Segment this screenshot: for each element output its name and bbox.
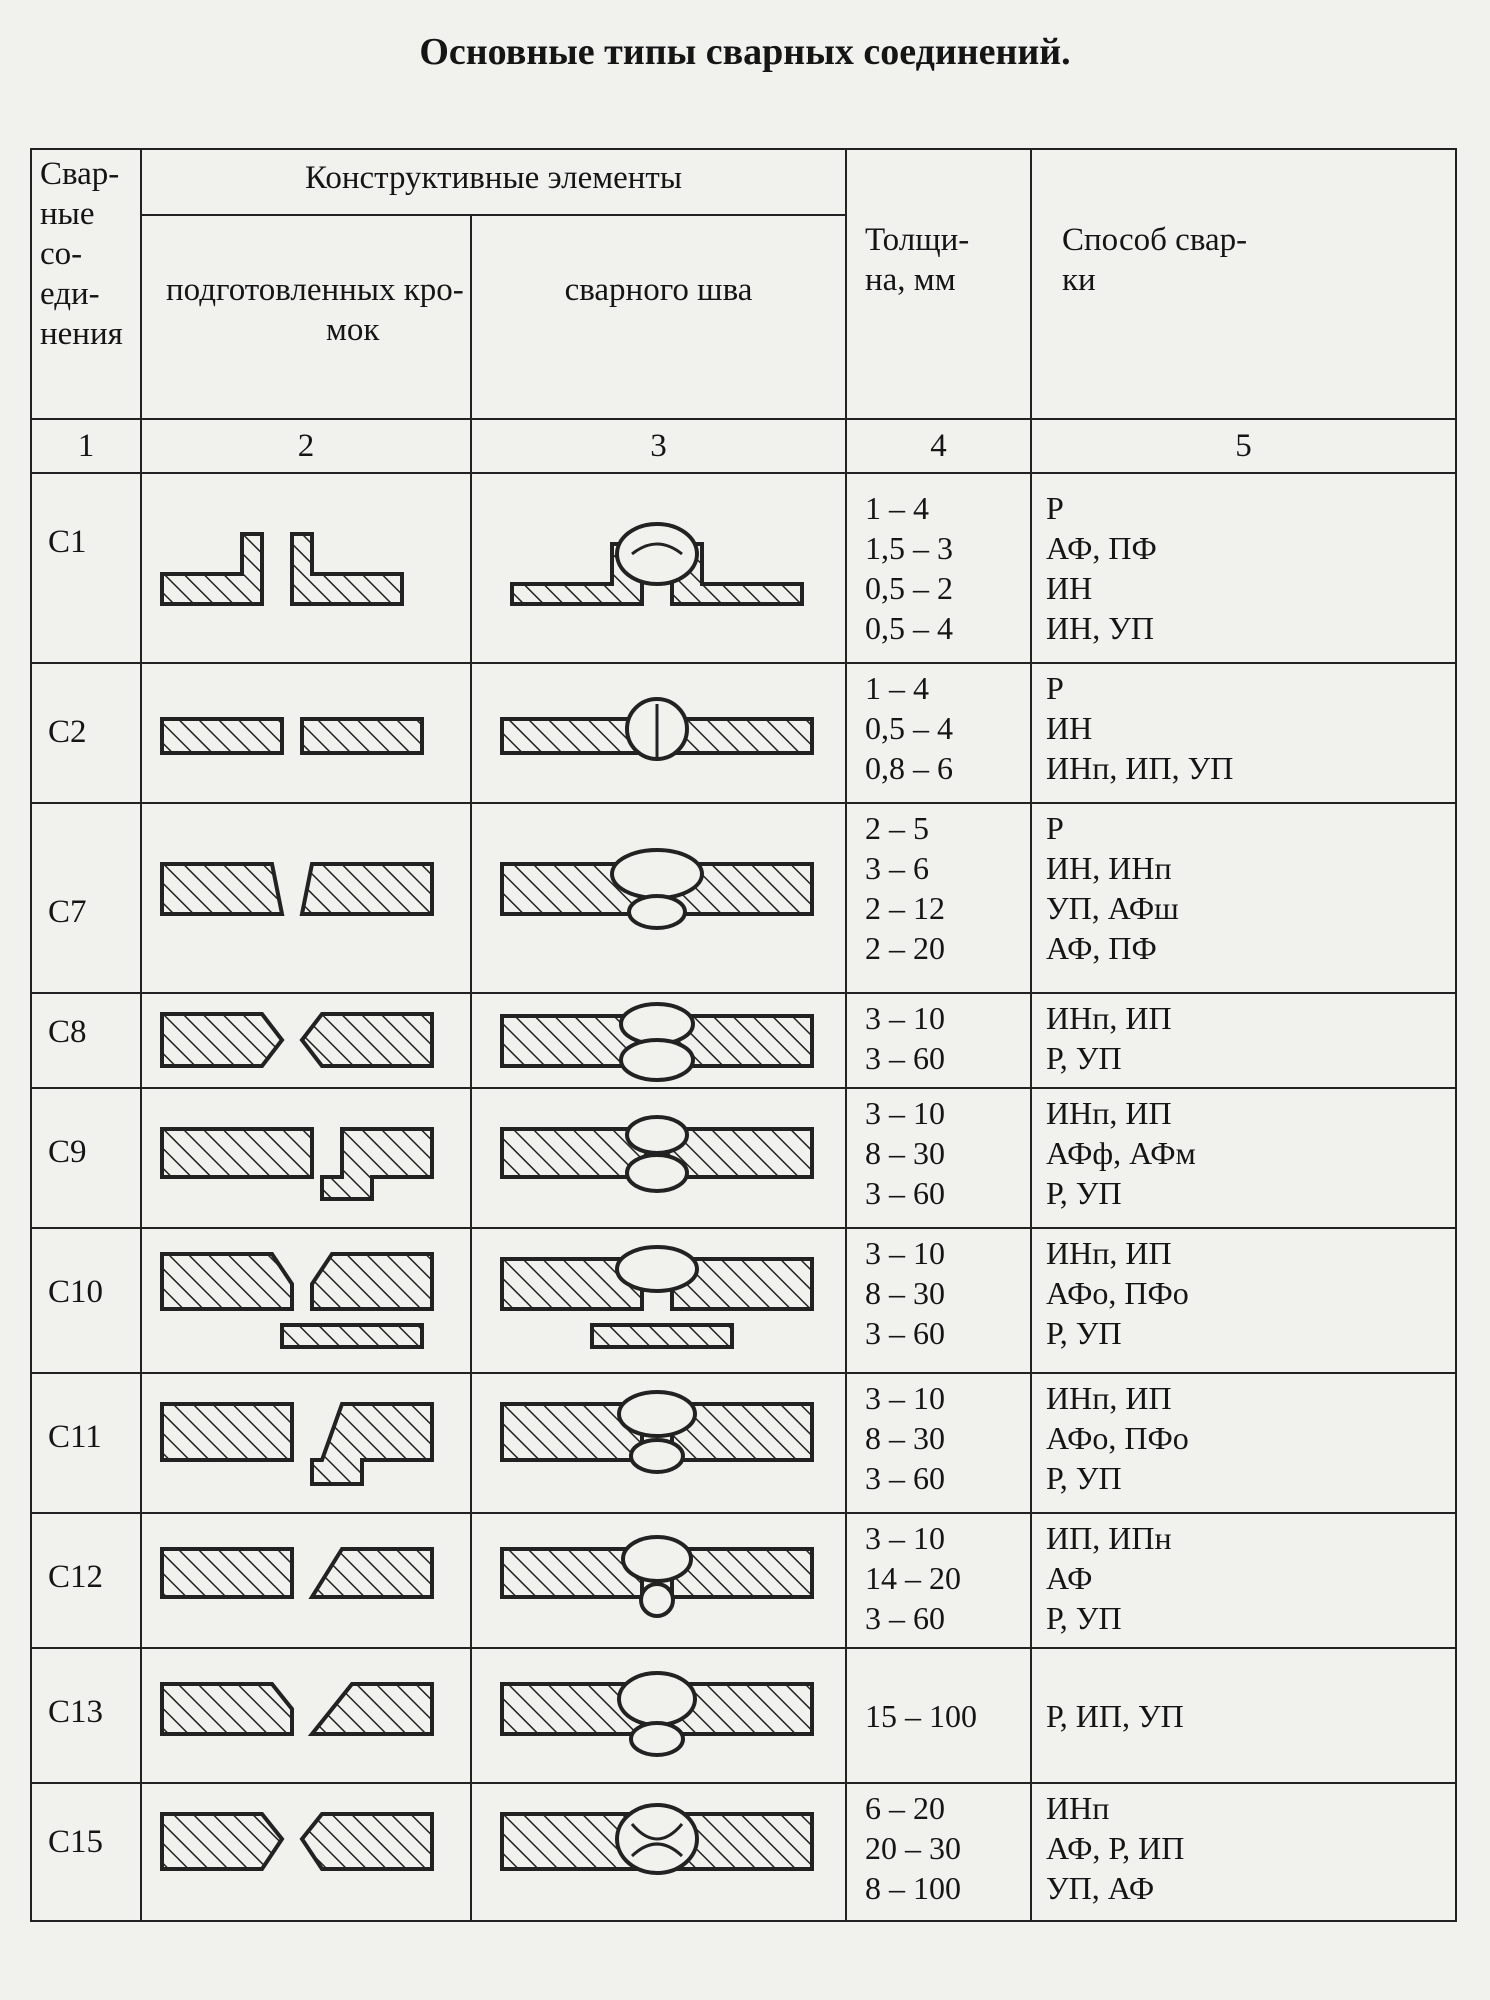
method-value: АФ, ПФ: [1046, 530, 1157, 566]
thickness-value: 2 – 20: [865, 930, 945, 966]
edges-drawing: [141, 1228, 471, 1373]
method-value: УП, АФ: [1046, 1870, 1155, 1906]
method-value: Р, УП: [1046, 1175, 1122, 1211]
method-cell: [1031, 1088, 1456, 1228]
table-row: [31, 1373, 1456, 1513]
thickness-value: 8 – 30: [865, 1135, 945, 1171]
thickness-value: 6 – 20: [865, 1790, 945, 1826]
method-value: ИНп, ИП: [1046, 1380, 1172, 1416]
column-number: 1: [31, 419, 141, 473]
edges-drawing: [141, 1513, 471, 1648]
thickness-value: 3 – 10: [865, 1380, 945, 1416]
thickness-value: 3 – 10: [865, 1235, 945, 1271]
joint-code: С9: [31, 1088, 141, 1228]
thickness-value: 0,5 – 2: [865, 570, 953, 606]
method-value: АФ, Р, ИП: [1046, 1830, 1185, 1866]
table-row: [31, 803, 1456, 993]
header-joints-line: еди-: [40, 276, 100, 312]
weld-drawing: [471, 803, 846, 993]
method-cell: [1031, 1648, 1456, 1783]
thickness-cell: [846, 663, 1031, 803]
column-number: 5: [1031, 419, 1456, 473]
header-thickness: [846, 149, 1031, 419]
method-value: АФ: [1046, 1560, 1093, 1596]
edges-drawing: [141, 1373, 471, 1513]
method-value: Р: [1046, 490, 1064, 526]
thickness-value: 3 – 60: [865, 1315, 945, 1351]
table-row: [31, 1648, 1456, 1783]
thickness-value: 3 – 60: [865, 1460, 945, 1496]
method-value: Р, УП: [1046, 1040, 1122, 1076]
column-number: 4: [846, 419, 1031, 473]
header-elements: Конструктивные элементы: [141, 149, 846, 215]
thickness-value: 3 – 10: [865, 1520, 945, 1556]
joint-code: С13: [31, 1648, 141, 1783]
header-joints: [31, 149, 141, 419]
method-cell: [1031, 1228, 1456, 1373]
joint-code: С7: [31, 803, 141, 993]
table-row: [31, 473, 1456, 663]
thickness-value: 15 – 100: [865, 1697, 977, 1734]
header-row: [31, 149, 1456, 215]
header-joints-line: Свар-: [40, 156, 120, 192]
header-edges-line: подготовленных кро-: [166, 272, 464, 308]
table-row: [31, 1228, 1456, 1373]
method-value: ИН: [1046, 570, 1093, 606]
header-method: [1031, 149, 1456, 419]
weld-drawing: [471, 663, 846, 803]
edges-drawing: [141, 473, 471, 663]
thickness-cell: [846, 1783, 1031, 1921]
method-value: Р: [1046, 670, 1064, 706]
thickness-cell: [846, 473, 1031, 663]
header-thickness-line: на, мм: [865, 262, 956, 298]
weld-drawing: [471, 1228, 846, 1373]
method-value: ИН: [1046, 710, 1093, 746]
method-value: ИНп: [1046, 1790, 1110, 1826]
thickness-cell: [846, 1088, 1031, 1228]
header-prepared-edges: [141, 215, 471, 419]
joint-code: С2: [31, 663, 141, 803]
method-value: Р: [1046, 810, 1064, 846]
thickness-value: 3 – 60: [865, 1175, 945, 1211]
thickness-cell: [846, 1513, 1031, 1648]
header-joints-line: ные со-: [40, 196, 95, 272]
table-row: [31, 993, 1456, 1088]
method-cell: [1031, 1513, 1456, 1648]
edges-drawing: [141, 993, 471, 1088]
thickness-value: 3 – 60: [865, 1600, 945, 1636]
method-value: АФо, ПФо: [1046, 1420, 1189, 1456]
table-row: [31, 1783, 1456, 1921]
method-value: ИН, УП: [1046, 610, 1154, 646]
thickness-cell: [846, 1373, 1031, 1513]
thickness-value: 8 – 30: [865, 1420, 945, 1456]
weld-joints-table: [30, 148, 1457, 1922]
joint-code: С8: [31, 993, 141, 1088]
method-value: АФ, ПФ: [1046, 930, 1157, 966]
method-cell: [1031, 803, 1456, 993]
thickness-value: 2 – 5: [865, 810, 929, 846]
header-joints-line: нения: [40, 316, 123, 352]
method-value: Р, УП: [1046, 1460, 1122, 1496]
thickness-value: 1,5 – 3: [865, 530, 953, 566]
thickness-value: 3 – 6: [865, 850, 929, 886]
thickness-value: 2 – 12: [865, 890, 945, 926]
thickness-value: 3 – 10: [865, 1095, 945, 1131]
thickness-cell: [846, 803, 1031, 993]
method-value: Р, ИП, УП: [1046, 1697, 1184, 1734]
table-row: [31, 1513, 1456, 1648]
joint-code: С12: [31, 1513, 141, 1648]
edges-drawing: [141, 663, 471, 803]
header-method-line: ки: [1062, 262, 1096, 298]
method-cell: [1031, 1783, 1456, 1921]
weld-drawing: [471, 1648, 846, 1783]
method-value: ИНп, ИП: [1046, 1095, 1172, 1131]
method-value: ИП, ИПн: [1046, 1520, 1172, 1556]
edges-drawing: [141, 1783, 471, 1921]
method-value: АФф, АФм: [1046, 1135, 1196, 1171]
table-row: [31, 1088, 1456, 1228]
thickness-value: 1 – 4: [865, 670, 929, 706]
thickness-value: 0,5 – 4: [865, 710, 953, 746]
method-value: АФо, ПФо: [1046, 1275, 1189, 1311]
thickness-value: 1 – 4: [865, 490, 929, 526]
weld-drawing: [471, 1373, 846, 1513]
method-value: ИНп, ИП: [1046, 1235, 1172, 1271]
joint-code: С10: [31, 1228, 141, 1373]
weld-drawing: [471, 1513, 846, 1648]
thickness-value: 3 – 60: [865, 1040, 945, 1076]
thickness-cell: [846, 993, 1031, 1088]
edges-drawing: [141, 1648, 471, 1783]
column-number: 2: [141, 419, 471, 473]
thickness-value: 14 – 20: [865, 1560, 961, 1596]
weld-drawing: [471, 1783, 846, 1921]
column-numbers-row: [31, 419, 1456, 473]
weld-drawing: [471, 1088, 846, 1228]
header-thickness-line: Толщи-: [865, 222, 970, 258]
thickness-cell: [846, 1228, 1031, 1373]
method-value: ИН, ИНп: [1046, 850, 1172, 886]
thickness-value: 20 – 30: [865, 1830, 961, 1866]
method-value: ИНп, ИП: [1046, 1000, 1172, 1036]
header-edges-line: мок: [326, 312, 380, 348]
table-row: [31, 663, 1456, 803]
method-value: УП, АФш: [1046, 890, 1179, 926]
method-value: Р, УП: [1046, 1600, 1122, 1636]
thickness-value: 8 – 30: [865, 1275, 945, 1311]
column-number: 3: [471, 419, 846, 473]
thickness-cell: [846, 1648, 1031, 1783]
header-method-line: Способ свар-: [1062, 222, 1248, 258]
header-weld: сварного шва: [471, 215, 846, 419]
method-cell: [1031, 473, 1456, 663]
thickness-value: 0,8 – 6: [865, 750, 953, 786]
thickness-value: 3 – 10: [865, 1000, 945, 1036]
weld-drawing: [471, 993, 846, 1088]
method-cell: [1031, 1373, 1456, 1513]
joint-code: С15: [31, 1783, 141, 1921]
joint-code: С1: [31, 473, 141, 663]
thickness-value: 8 – 100: [865, 1870, 961, 1906]
method-cell: [1031, 663, 1456, 803]
page-title: Основные типы сварных соединений.: [419, 31, 1071, 73]
joint-code: С11: [31, 1373, 141, 1513]
edges-drawing: [141, 1088, 471, 1228]
method-value: Р, УП: [1046, 1315, 1122, 1351]
method-cell: [1031, 993, 1456, 1088]
weld-drawing: [471, 473, 846, 663]
method-value: ИНп, ИП, УП: [1046, 750, 1234, 786]
edges-drawing: [141, 803, 471, 993]
thickness-value: 0,5 – 4: [865, 610, 953, 646]
